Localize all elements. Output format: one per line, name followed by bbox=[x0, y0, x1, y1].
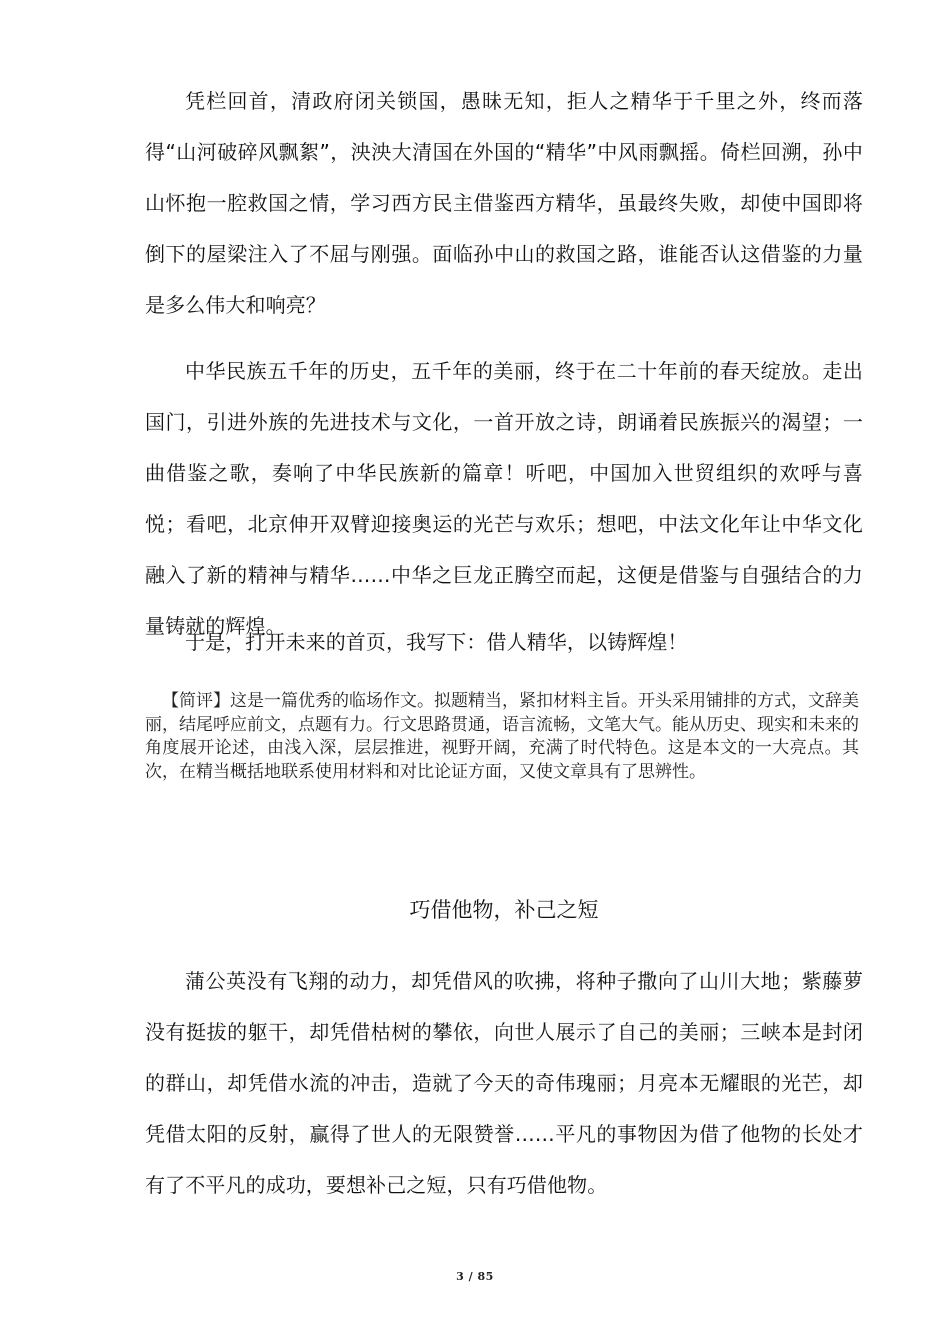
essay-paragraph: 中华民族五千年的历史，五千年的美丽，终于在二十年前的春天绽放。走出国门，引进外族的先进技术与文化，一首开放之诗，朗诵着民族振兴的渴望；一曲借鉴之歌，奏响了中华民族新的篇章！听吧，中国加入世贸组织的欢呼与喜悦；看吧，北京伸开双臂迎接奥运的光芒与欢乐；想吧，中法文化年让中华文化融入了新的精神与精华……中华之巨龙正腾空而起，这便是借鉴与自强结合的力量铸就的辉煌。 bbox=[145, 359, 863, 638]
page-number: 3 / 85 bbox=[456, 1270, 494, 1283]
section-title: 巧借他物，补己之短 bbox=[409, 898, 599, 922]
essay-paragraph: 凭栏回首，清政府闭关锁国，愚昧无知，拒人之精华于千里之外，终而落得“山河破碎风飘絮”，泱泱大清国在外国的“精华”中风雨飘摇。倚栏回溯，孙中山怀抱一腔救国之情，学习西方民主借鉴西方精华，虽最终失败，却使中国即将倒下的屋梁注入了不屈与刚强。面临孙中山的救国之路，谁能否认这借鉴的力量是多么伟大和响亮？ bbox=[145, 89, 863, 317]
review-comment: 【简评】这是一篇优秀的临场作文。拟题精当，紧扣材料主旨。开头采用铺排的方式，文辞美丽，结尾呼应前文，点题有力。行文思路贯通，语言流畅，文笔大气。能从历史、现实和未来的角度展开论述，由浅入深，层层推进，视野开阔，充满了时代特色。这是本文的一大亮点。其次，在精当概括地联系使用材料和对比论证方面，又使文章具有了思辨性。 bbox=[145, 691, 859, 782]
essay-paragraph: 于是，打开未来的首页，我写下：借人精华，以铸辉煌！ bbox=[185, 630, 688, 654]
essay-paragraph: 蒲公英没有飞翔的动力，却凭借风的吹拂，将种子撒向了山川大地；紫藤萝没有挺拔的躯干，却凭借枯树的攀依，向世人展示了自己的美丽；三峡本是封闭的群山，却凭借水流的冲击，造就了今天的奇伟瑰丽；月亮本无耀眼的光芒，却凭借太阳的反射，赢得了世人的无限赞誉……平凡的事物因为借了他物的长处才有了不平凡的成功，要想补己之短，只有巧借他物。 bbox=[145, 969, 863, 1197]
